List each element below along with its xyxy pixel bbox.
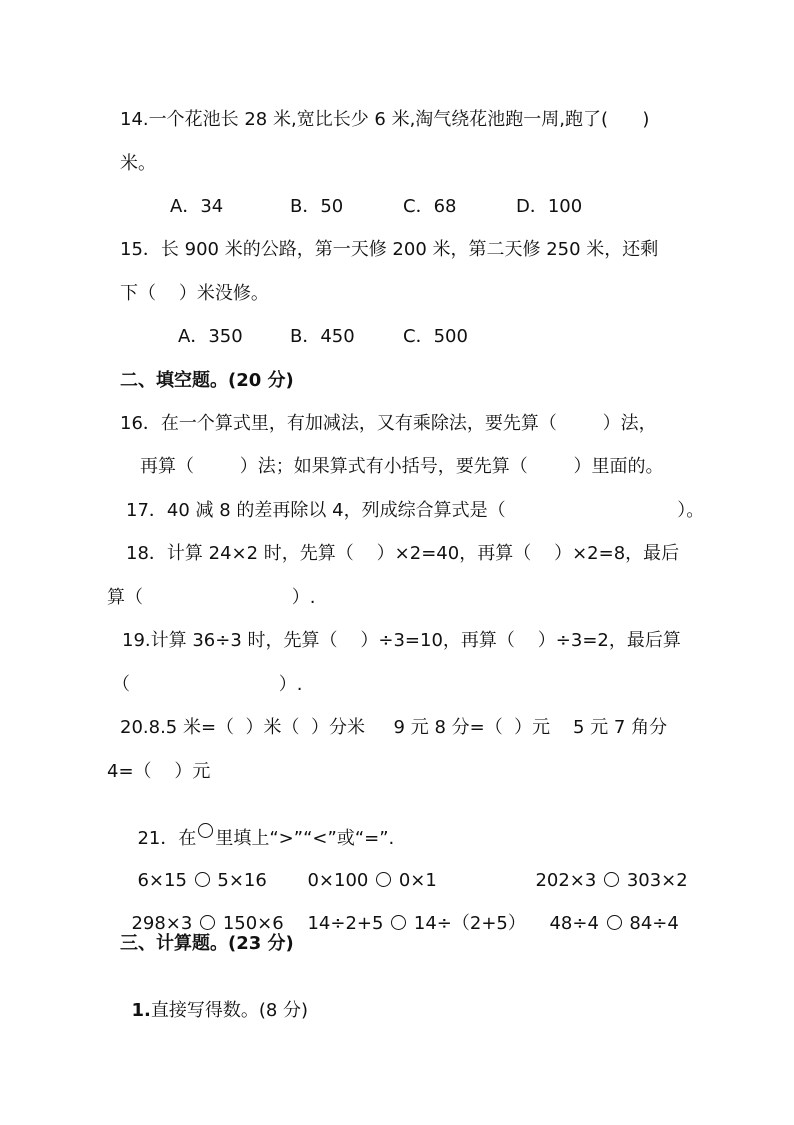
q20-line2: 4=（ ）元 [107, 761, 211, 782]
q18-line2: 算（ ）. [107, 587, 316, 608]
compare-circle-icon[interactable] [200, 915, 215, 930]
q21-row2-item1 [120, 888, 284, 936]
q18-line1: 18．计算 24×2 时，先算（ ）×2=40，再算（ ）×2=8，最后 [126, 543, 680, 564]
compare-circle-icon[interactable] [195, 872, 210, 887]
q19-line2: （ ）. [112, 674, 303, 695]
q20-line1: 20.8.5 米=（ ）米（ ）分米 9 元 8 分=（ ）元 5 元 7 角分 [120, 717, 668, 738]
compare-circle-icon[interactable] [391, 915, 406, 930]
q15-option-a: A．350 [178, 326, 243, 347]
compare-circle-icon[interactable] [607, 915, 622, 930]
expr-left: 202×3 [535, 870, 597, 891]
q21-instruction [126, 803, 394, 851]
q14-option-b: B．50 [290, 196, 344, 217]
q21-row2-item3 [538, 888, 679, 936]
expr-right: 84÷4 [629, 913, 679, 934]
q15-option-b: B．450 [290, 326, 355, 347]
answer-circle-icon [198, 823, 213, 838]
expr-left: 6×15 [137, 870, 187, 891]
q14-option-a: A．34 [170, 196, 224, 217]
q21-row1-item3 [524, 845, 688, 893]
calc-q1 [120, 975, 308, 1023]
q15-line1: 15．长 900 米的公路，第一天修 200 米，第二天修 250 米，还剩 [120, 239, 659, 260]
expr-left: 14÷2+5 [307, 913, 384, 934]
expr-left: 298×3 [131, 913, 193, 934]
expr-right: 150×6 [222, 913, 284, 934]
expr-right: 5×16 [217, 870, 267, 891]
expr-left: 0×100 [307, 870, 369, 891]
q17-line1: 17．40 减 8 的差再除以 4，列成综合算式是（ ）。 [126, 500, 705, 521]
section3-title: 三、计算题。(23 分) [120, 933, 294, 954]
q14-option-c: C．68 [403, 196, 457, 217]
q14-option-d: D．100 [516, 196, 583, 217]
compare-circle-icon[interactable] [376, 872, 391, 887]
q16-line2: 再算（ ）法；如果算式有小括号，要先算（ ）里面的。 [140, 456, 664, 477]
expr-right: 0×1 [398, 870, 437, 891]
calc-q1-number: 1. [131, 1000, 151, 1021]
expr-left: 48÷4 [549, 913, 599, 934]
q21-prefix: 21．在 [137, 828, 197, 849]
q21-suffix: 里填上“>”“<”或“=”. [215, 828, 395, 849]
section2-title: 二、填空题。(20 分) [120, 370, 294, 391]
calc-q1-text: 直接写得数。(8 分) [150, 1000, 309, 1021]
expr-right: 303×2 [626, 870, 688, 891]
q15-option-c: C．500 [403, 326, 468, 347]
q14-line2: 米。 [120, 153, 156, 174]
compare-circle-icon[interactable] [604, 872, 619, 887]
q21-row1-item2 [296, 845, 437, 893]
q21-row2-item2 [296, 888, 526, 936]
q16-line1: 16．在一个算式里，有加减法，又有乘除法，要先算（ ）法， [120, 413, 657, 434]
q15-line2: 下（ ）米没修。 [120, 283, 269, 304]
q21-row1-item1 [126, 845, 267, 893]
expr-right: 14÷（2+5） [413, 913, 526, 934]
q19-line1: 19.计算 36÷3 时，先算（ ）÷3=10，再算（ ）÷3=2，最后算 [122, 630, 681, 651]
q14-line1: 14.一个花池长 28 米,宽比长少 6 米,淘气绕花池跑一周,跑了( ) [120, 109, 650, 130]
